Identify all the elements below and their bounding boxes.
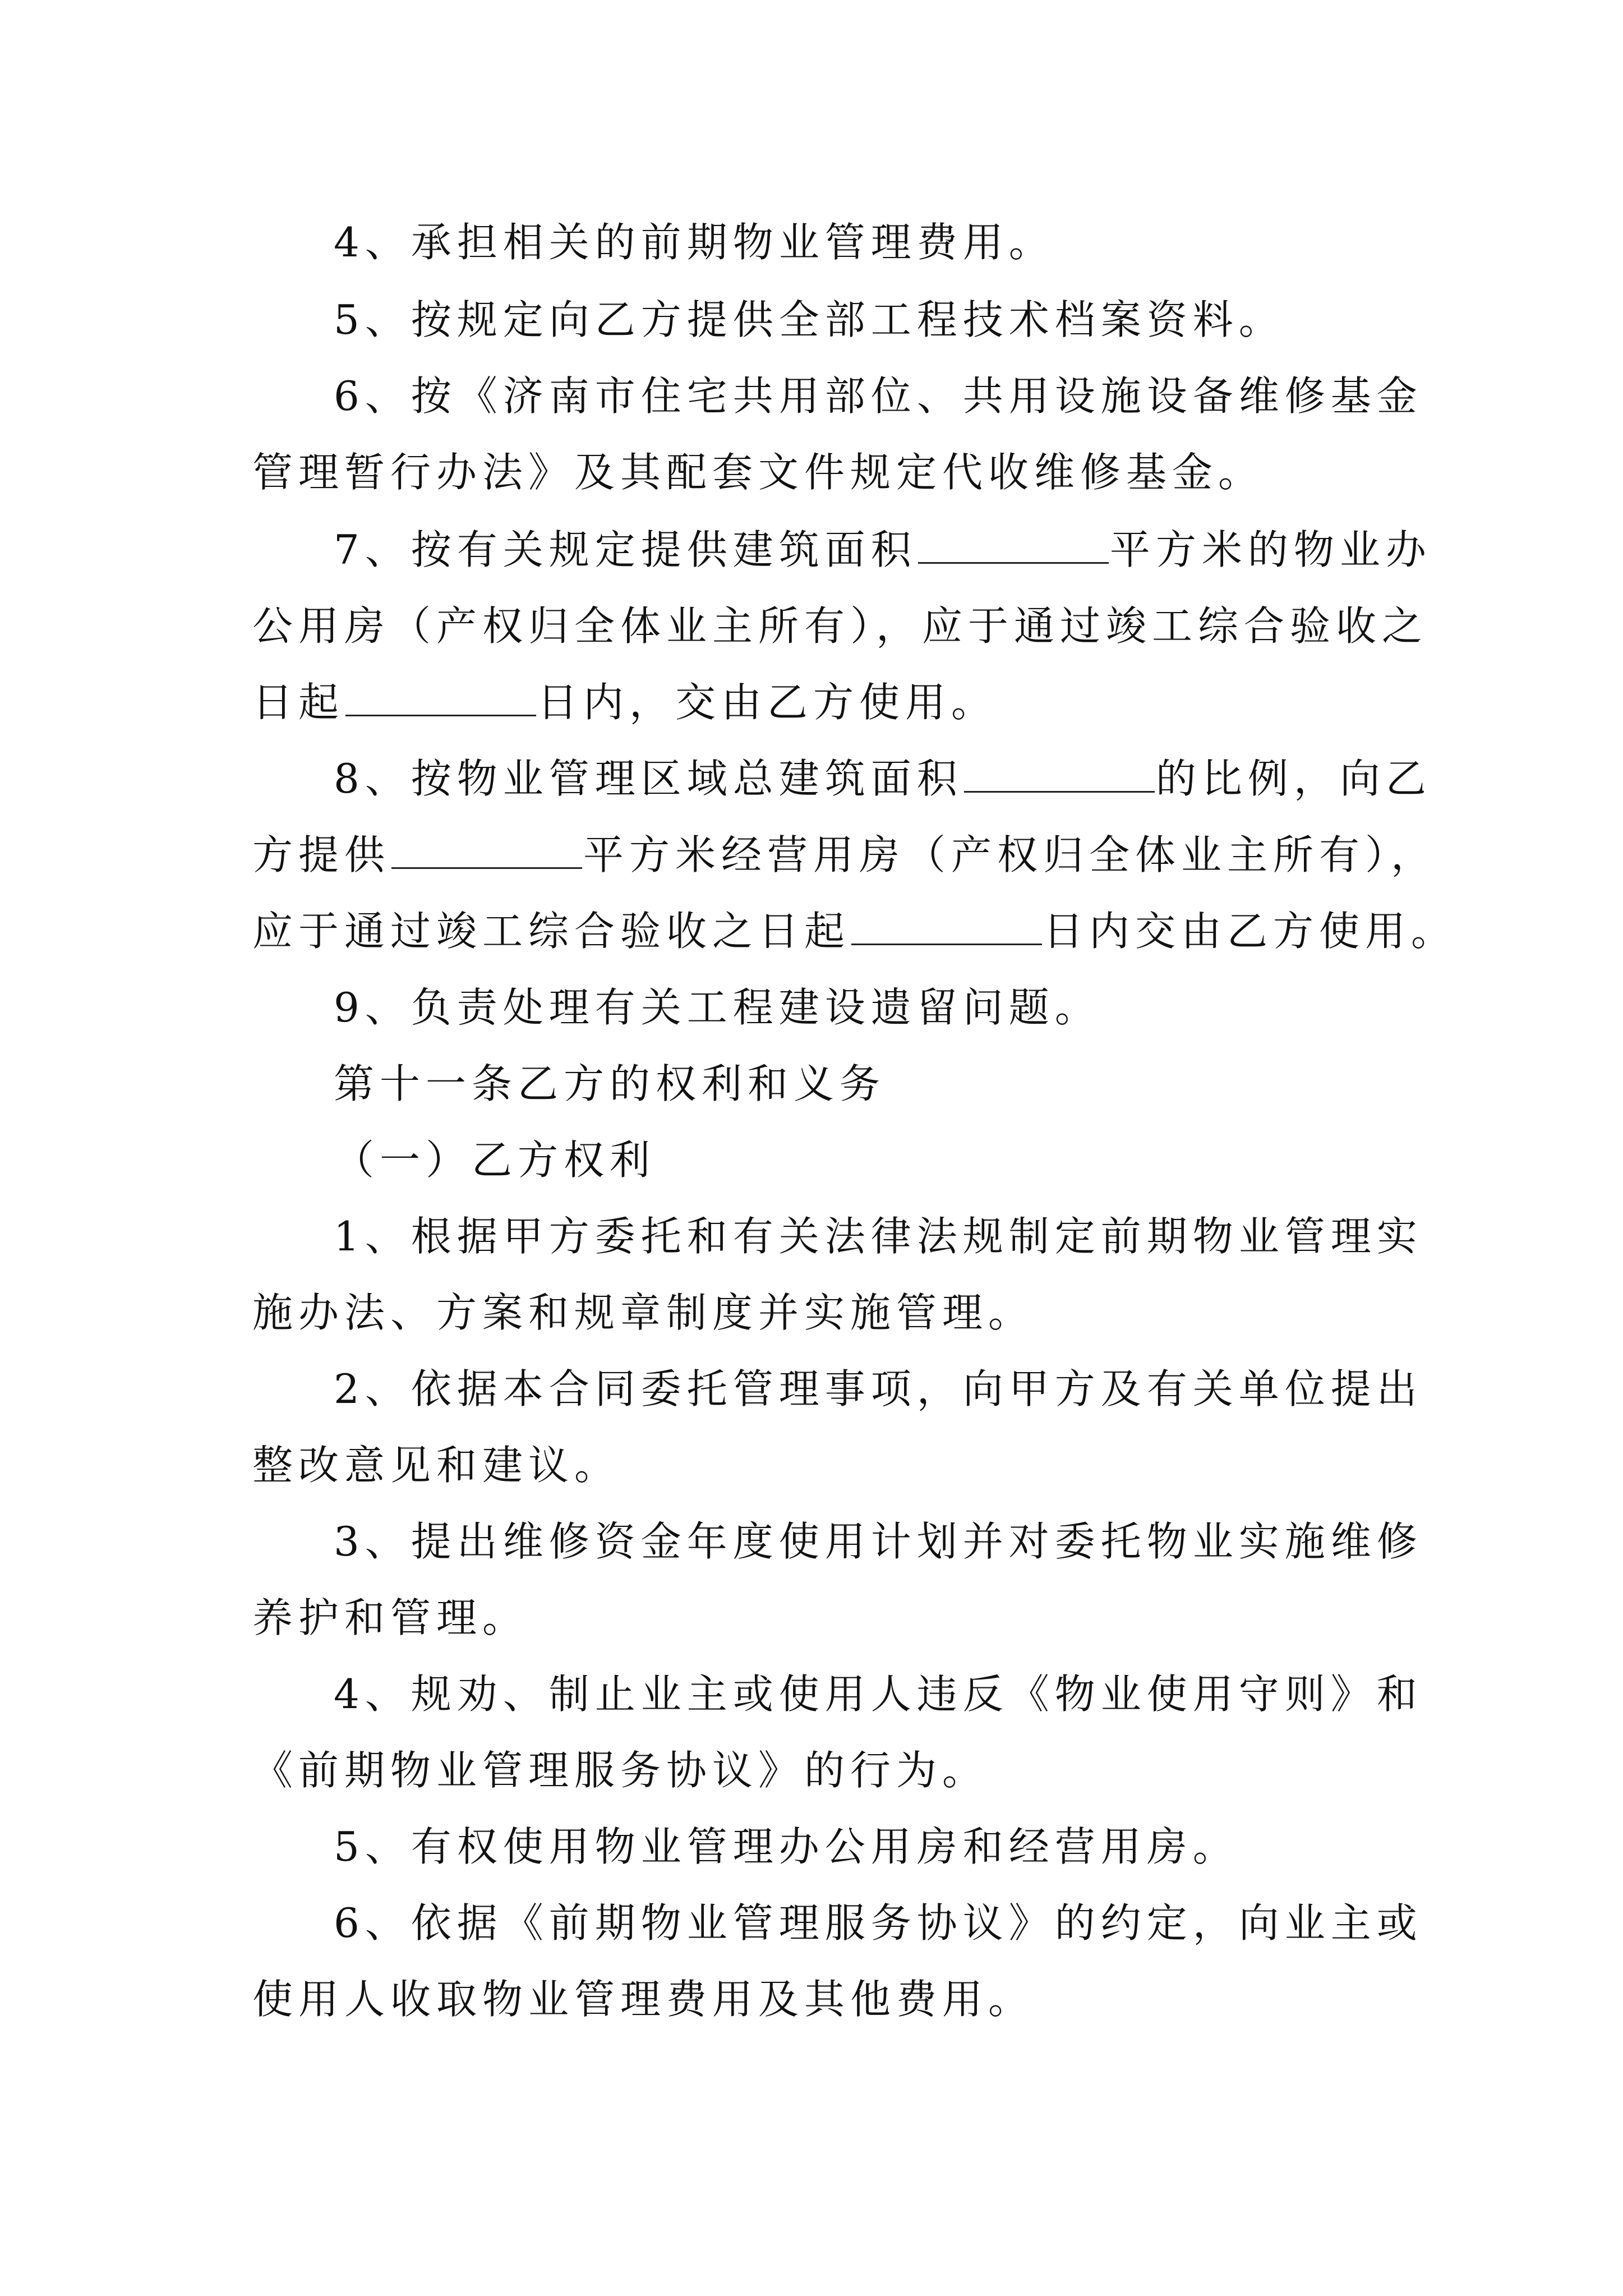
paragraph-line [252,1285,1430,1341]
line-text: 管理暂行办法》及其配套文件规定代收维修基金。 [252,449,1265,496]
section-heading [334,1056,1433,1112]
paragraph-line [252,598,1430,654]
line-text: 1、根据甲方委托和有关法律法规制定前期物业管理实 [334,1213,1423,1260]
line-text: 方提供 [252,831,391,878]
paragraph-line [252,444,1430,500]
fill-in-blank [964,788,1155,793]
line-text: 4、承担相关的前期物业管理费用。 [334,219,1055,266]
line-text: 5、按规定向乙方提供全部工程技术档案资料。 [334,296,1285,343]
line-text: 3、提出维修资金年度使用计划并对委托物业实施维修 [334,1518,1423,1565]
line-text: 应于通过竣工综合验收之日起 [252,908,851,955]
paragraph-line [252,1437,1430,1493]
line-text: 公用房（产权归全体业主所有），应于通过竣工综合验收之 [252,602,1428,650]
fill-in-blank [918,559,1109,564]
line-text: 日内，交由乙方使用。 [537,679,998,726]
line-text: 6、依据《前期物业管理服务协议》的约定，向业主或 [334,1899,1423,1947]
line-text: 日内交由乙方使用。 [1043,908,1458,955]
paragraph-line [252,1971,1430,2027]
line-text: 6、按《济南市住宅共用部位、共用设施设备维修基金 [334,372,1423,420]
line-text: 日起 [252,679,345,726]
paragraph-line [334,1208,1433,1264]
line-text: 施办法、方案和规章制度并实施管理。 [252,1289,1035,1336]
paragraph-line [334,979,1433,1036]
line-text: 整改意见和建议。 [252,1442,621,1489]
line-text: 9、负责处理有关工程建设遗留问题。 [334,984,1101,1031]
paragraph-line [252,674,1430,730]
line-text: 平方米的物业办 [1109,526,1432,573]
paragraph-line [334,368,1433,424]
line-text: 使用人收取物业管理费用及其他费用。 [252,1976,1035,2023]
paragraph-line [252,827,1437,883]
paragraph-line [252,1742,1430,1798]
paragraph-line [334,292,1433,348]
line-text: 2、依据本合同委托管理事项，向甲方及有关单位提出 [334,1365,1423,1412]
fill-in-blank [851,940,1042,945]
paragraph-line [334,1819,1433,1875]
subsection-heading [334,1132,1433,1188]
paragraph-line [252,903,1458,959]
line-text: 养护和管理。 [252,1594,529,1641]
fill-in-blank [391,864,582,869]
paragraph-line [334,1895,1433,1951]
paragraph-line [334,214,1433,270]
line-text: 7、按有关规定提供建筑面积 [334,526,917,573]
line-text: 8、按物业管理区域总建筑面积 [334,755,963,802]
line-text: 5、有权使用物业管理办公用房和经营用房。 [334,1823,1239,1870]
line-text: （一）乙方权利 [334,1137,656,1184]
line-text: 第十一条乙方的权利和义务 [334,1060,886,1107]
line-text: 《前期物业管理服务协议》的行为。 [252,1747,989,1794]
line-text: 平方米经营用房（产权归全体业主所有）， [583,831,1437,878]
line-text: 的比例，向乙 [1155,755,1432,802]
fill-in-blank [345,711,536,716]
paragraph-line [252,1590,1430,1646]
paragraph-line [334,522,1433,578]
paragraph-line [334,1361,1433,1417]
paragraph-line [334,1666,1433,1722]
paragraph-line [334,1513,1433,1570]
line-text: 4、规劝、制止业主或使用人违反《物业使用守则》和 [334,1671,1423,1718]
paragraph-line [334,751,1433,807]
